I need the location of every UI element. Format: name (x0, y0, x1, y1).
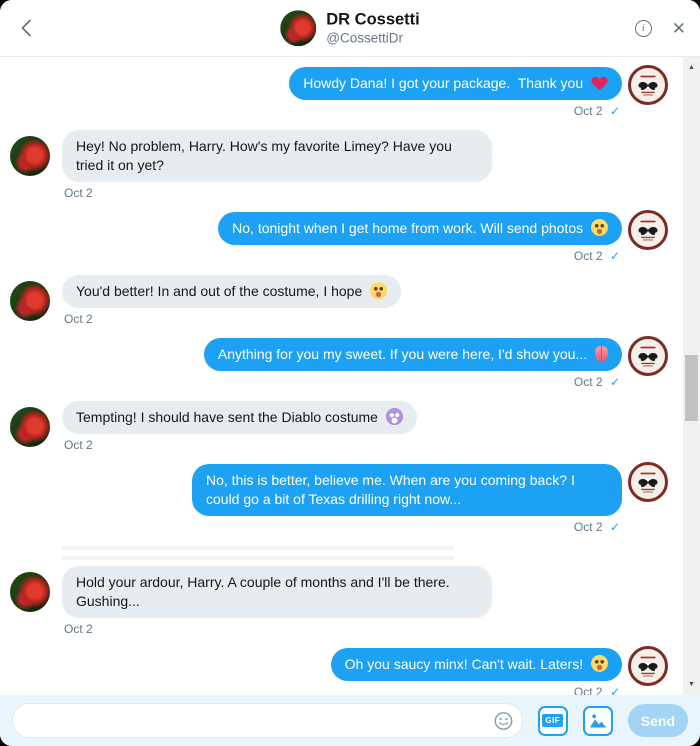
gif-icon: GIF (542, 714, 563, 727)
message-group (10, 464, 668, 534)
message-bubble (62, 566, 492, 618)
message-group (10, 212, 668, 263)
message-timestamp (572, 520, 622, 534)
mustache-logo-icon (631, 213, 665, 247)
scroll-down-icon[interactable]: ▼ (688, 681, 695, 688)
message-timestamp (572, 104, 622, 118)
smiley-icon (494, 711, 513, 730)
send-button[interactable]: Send (628, 704, 688, 737)
timestamp-text: Oct 2 (573, 520, 603, 534)
close-icon[interactable]: ✕ (671, 18, 686, 38)
tongue-emoji (595, 346, 608, 362)
contact-name: DR Cossetti (326, 10, 420, 29)
message-group (10, 648, 668, 695)
delivered-check-icon: ✓ (606, 104, 620, 118)
message-timestamp (62, 622, 95, 636)
sender-avatar[interactable] (10, 136, 50, 176)
message-list (0, 57, 700, 695)
message-group (10, 566, 668, 636)
collapsed-bubble-strip (62, 556, 454, 560)
heart-emoji (591, 74, 608, 91)
timestamp-text: Oct 2 (64, 622, 93, 636)
message-text: Hold your ardour, Harry. A couple of months and I'll be there. Gushing... (76, 574, 454, 609)
back-chevron-icon (20, 18, 32, 38)
message-composer (0, 695, 700, 746)
delivered-check-icon: ✓ (606, 520, 620, 534)
message-text: Oh you saucy minx! Can't wait. Laters! (344, 656, 584, 672)
sender-avatar[interactable] (628, 646, 668, 686)
message-timestamp (572, 249, 622, 263)
collapsed-bubble-strip (62, 546, 454, 550)
message-input[interactable] (12, 703, 523, 738)
info-icon[interactable]: i (635, 20, 652, 37)
scrollbar-thumb[interactable] (685, 355, 698, 421)
message-bubble (62, 130, 492, 182)
timestamp-text: Oct 2 (64, 312, 93, 326)
scroll-up-icon[interactable]: ▲ (688, 64, 695, 71)
delivered-check-icon: ✓ (606, 249, 620, 263)
message-text: No, tonight when I get home from work. Will send photos (232, 220, 584, 236)
message-timestamp (572, 685, 622, 695)
timestamp-text: Oct 2 (64, 186, 93, 200)
mustache-logo-icon (631, 68, 665, 102)
timestamp-text: Oct 2 (573, 249, 603, 263)
sender-avatar[interactable] (10, 572, 50, 612)
message-bubble (62, 275, 401, 308)
message-bubble (331, 648, 622, 681)
message-group (10, 130, 668, 200)
conversation-header (0, 0, 700, 57)
message-timestamp (62, 438, 95, 452)
message-text: Howdy Dana! I got your package. Thank you (303, 75, 584, 91)
timestamp-text: Oct 2 (573, 685, 603, 695)
sender-avatar[interactable] (628, 210, 668, 250)
message-text: You'd better! In and out of the costume, I hope (76, 283, 363, 299)
message-group (10, 275, 668, 326)
contact-avatar (280, 10, 316, 46)
message-bubble (204, 338, 622, 371)
emoji-picker-icon[interactable] (494, 711, 513, 730)
delivered-check-icon: ✓ (606, 685, 620, 695)
chat-area (0, 57, 700, 695)
message-bubble (62, 401, 417, 434)
timestamp-text: Oct 2 (64, 438, 93, 452)
mustache-logo-icon (631, 339, 665, 373)
message-text: Anything for you my sweet. If you were here, I'd show you... (217, 346, 588, 362)
message-group (10, 67, 668, 118)
delivered-check-icon: ✓ (606, 375, 620, 389)
message-bubble (192, 464, 622, 516)
timestamp-text: Oct 2 (573, 104, 603, 118)
kiss-face-emoji (591, 655, 608, 672)
message-bubble (218, 212, 622, 245)
image-upload-button[interactable] (583, 706, 613, 736)
message-text: Hey! No problem, Harry. How's my favorite Limey? Have you tried it on yet? (76, 138, 456, 173)
message-timestamp (572, 375, 622, 389)
raised-eyebrow-face-emoji (370, 282, 387, 299)
message-text: No, this is better, believe me. When are you coming back? I could go a bit of Texas drilling right now... (206, 472, 579, 507)
message-timestamp (62, 312, 95, 326)
image-icon (589, 713, 607, 728)
conversation-user[interactable] (280, 9, 420, 47)
mustache-logo-icon (631, 465, 665, 499)
sender-avatar[interactable] (10, 407, 50, 447)
message-timestamp (62, 186, 95, 200)
devil-face-emoji (386, 408, 403, 425)
sender-avatar[interactable] (628, 462, 668, 502)
back-button[interactable] (0, 0, 52, 56)
message-bubble (289, 67, 622, 100)
mustache-logo-icon (631, 649, 665, 683)
message-group (10, 401, 668, 452)
scrollbar[interactable] (683, 57, 700, 695)
timestamp-text: Oct 2 (573, 375, 603, 389)
contact-handle: @CossettiDr (326, 29, 403, 45)
sender-avatar[interactable] (628, 336, 668, 376)
sender-avatar[interactable] (10, 281, 50, 321)
gif-button[interactable] (538, 706, 568, 736)
message-group (10, 338, 668, 389)
wink-face-emoji (591, 219, 608, 236)
message-text: Tempting! I should have sent the Diablo costume (76, 409, 378, 425)
sender-avatar[interactable] (628, 65, 668, 105)
